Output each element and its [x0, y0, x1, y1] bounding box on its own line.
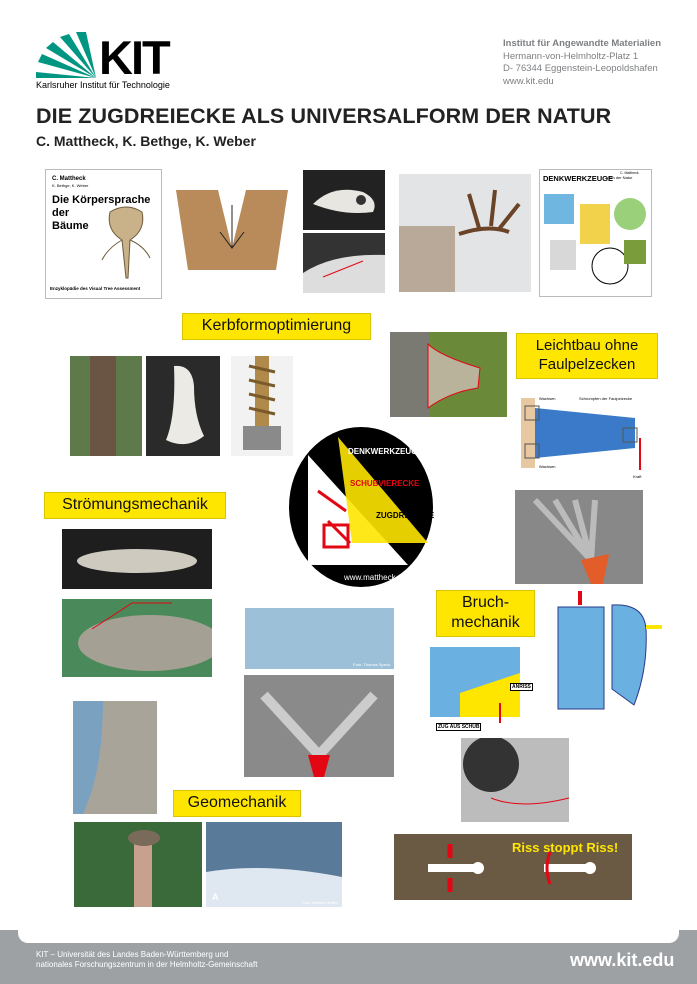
label-wachsen2: Wachsen [539, 464, 556, 469]
footer-text [36, 950, 257, 970]
trunk-shape [90, 356, 116, 456]
book-subtitle: Enzyklopädie des Visual Tree Assessment [50, 286, 141, 291]
label-kerbform: Kerbformoptimierung [182, 313, 371, 340]
logo-line1: DENKWERKZEUGE [348, 447, 423, 456]
footer-url[interactable]: www.kit.edu [570, 950, 675, 970]
logo-line3: ZUGDREIECKE [376, 511, 434, 520]
poster-title: DIE ZUGDREIECKE ALS UNIVERSALFORM DER NATUR [36, 104, 612, 128]
crack-drawing [554, 589, 666, 724]
riss-photo [394, 834, 632, 900]
crack-metal-photo [461, 738, 569, 822]
label-geo: Geomechanik [173, 790, 301, 817]
label-zug-aus-schub: ZUG AUS SCHUB [438, 724, 480, 730]
label-bruch: Bruch-mechanik [436, 590, 535, 637]
institute-address [503, 38, 661, 88]
pebble-photo [62, 529, 212, 589]
book2-cover [539, 169, 652, 297]
ice-cave-photo [245, 608, 394, 669]
bird-skull-closeup-photo [303, 233, 385, 293]
cliff-photo [73, 701, 157, 814]
glacier-photo [206, 822, 342, 907]
geo-letter: A [212, 892, 219, 902]
book-coauthors: K. Bethge, K. Weber [52, 183, 89, 188]
screw-photo [231, 356, 293, 456]
institute-name: Institut für Angewandte Materialien [503, 38, 661, 49]
institute-web: www.kit.edu [503, 75, 554, 87]
bone-photo [146, 356, 220, 456]
fracture-fan-photo [515, 490, 643, 584]
tree-figure-icon [96, 200, 156, 280]
credit-speck: Foto: Thomas Speck [353, 662, 390, 667]
label-anriss: ANRISS [512, 684, 531, 690]
label-leichtbau: Leichtbau ohne Faulpelzecken [516, 333, 658, 379]
hoodoo-photo [74, 822, 202, 907]
book-author: C. Mattheck [52, 176, 86, 182]
kit-logo-icon [36, 32, 100, 78]
book-title-2: der [52, 207, 70, 219]
tree-trunk-photo [70, 356, 142, 456]
label-stroemung: Strömungsmechanik [44, 492, 226, 519]
logo-subtitle: Karlsruher Institut für Technologie [36, 80, 170, 90]
book-title-3: Bäume [52, 220, 89, 232]
label-schrumpfen: Schrumpfen der Faulpelzecke [579, 396, 633, 401]
label-kraft: Kraft [633, 474, 642, 479]
leichtbau-diagram [515, 388, 657, 482]
book2-author: C. Mattheck [620, 171, 639, 175]
denkwerkzeuge-logo [288, 425, 434, 588]
address-line1: Hermann-von-Helmholtz-Platz 1 [503, 50, 639, 62]
poster-authors: C. Mattheck, K. Bethge, K. Weber [36, 133, 256, 149]
notch-wood-photo [176, 190, 288, 270]
logo-url: www.mattheck.de [344, 573, 407, 582]
address-line2: D- 76344 Eggenstein-Leopoldshafen [503, 63, 658, 74]
book2-subtitle: nach der Natur [606, 175, 633, 180]
book2-title: DENKWERKZEUGE [543, 174, 614, 183]
antler-inset [399, 226, 455, 292]
label-wachsen1: Wachsen [539, 396, 556, 401]
bruch-diagram [430, 643, 540, 735]
footer-line1: KIT – Universität des Landes Baden-Württemberg und [36, 950, 229, 959]
foil-fan-photo [244, 675, 394, 777]
riss-caption: Riss stoppt Riss! [512, 840, 619, 855]
bird-skull-photo [303, 170, 385, 230]
footer-inner [18, 930, 679, 943]
antler-photo [399, 174, 531, 292]
footer-line2: nationales Forschungszentrum in der Helmholtz-Gemeinschaft [36, 960, 258, 969]
book-cover [45, 169, 162, 299]
logo-text: KIT [99, 31, 169, 84]
book-title-1: Die Körpersprache [52, 194, 151, 206]
credit-geo: Foto: Winfried Keller [301, 900, 338, 905]
logo-line2: SCHUBVIERECKE [350, 479, 420, 488]
tree-branch-photo [390, 332, 507, 417]
river-stone-photo [62, 599, 212, 677]
